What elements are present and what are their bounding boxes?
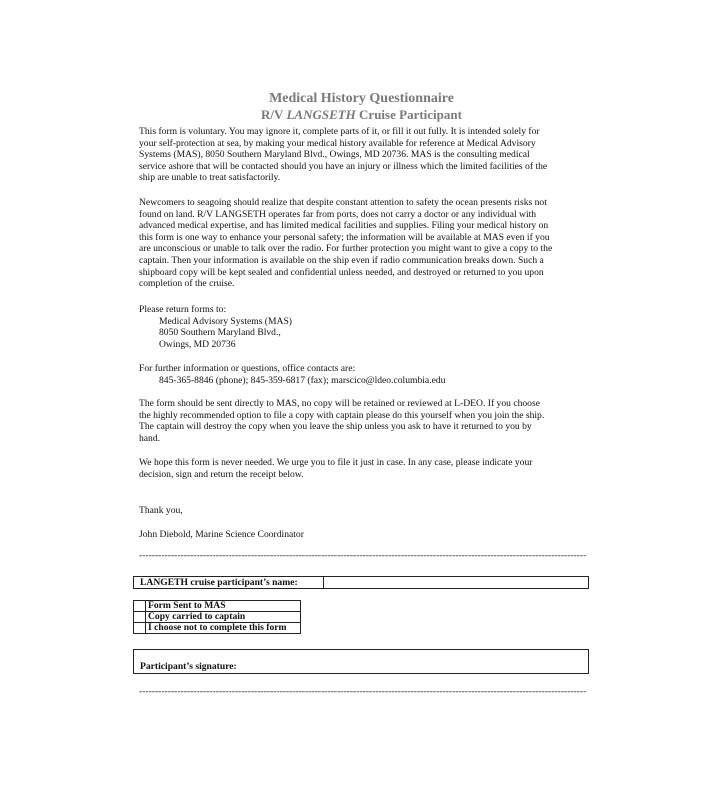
questionnaire-heading: Medical History Questionnaire — [269, 91, 454, 106]
info-label: For further information or questions, office contacts are: — [139, 363, 356, 374]
newcomers-line: this form is one way to enhance your personal safety; the information will be available at MAS even if you — [139, 231, 550, 243]
option-row — [134, 612, 301, 623]
intro-paragraph — [139, 126, 587, 184]
decision-options — [133, 600, 301, 634]
option-checkbox[interactable] — [134, 612, 146, 623]
participant-name-label: LANGETH cruise participant’s name: — [140, 577, 298, 588]
contact-block — [139, 363, 587, 386]
address-line: Medical Advisory Systems (MAS) — [159, 315, 292, 327]
option-label: Copy carried to captain — [146, 612, 301, 623]
intro-line: Systems (MAS), 8050 Southern Maryland Blvd., Owings, MD 20736. MAS is the consulting medical — [139, 149, 530, 161]
signature-box[interactable] — [133, 649, 589, 674]
thanks-text — [139, 505, 587, 517]
intro-line: ship are unable to treat satisfactorily. — [139, 172, 281, 184]
address-line: 8050 Southern Maryland Blvd., — [159, 327, 281, 339]
intro-line: service ashore that will be contacted should you have an injury or illness which the limited facilities of the — [139, 160, 548, 172]
return-label: Please return forms to: — [139, 304, 227, 315]
signature-label: Participant’s signature: — [140, 661, 237, 672]
option-row — [134, 623, 301, 634]
intro-line: your self-protection at sea, by making your medical history available for reference at Medical Advisory — [139, 137, 536, 149]
return-address-block — [139, 304, 587, 350]
thank-you: Thank you, — [139, 505, 183, 516]
option-checkbox[interactable] — [134, 601, 146, 612]
option-label: Form Sent to MAS — [146, 601, 301, 612]
vessel-prefix: R/V — [261, 107, 284, 122]
newcomers-line: are unconscious or unable to talk over the radio. For further protection you might want to give a copy to the — [139, 243, 553, 255]
intro-line: This form is voluntary. You may ignore it, complete parts of it, or fill it out fully. It is intended solely for — [139, 126, 540, 137]
option-label: I choose not to complete this form — [146, 623, 301, 634]
signoff-text — [139, 529, 587, 541]
sent-line: The captain will destroy the copy when you leave the ship unless you ask to have it returned to you by — [139, 421, 532, 433]
cut-line-bottom: -------------------------------------------------------------------------------------------------------------------------------------------- — [139, 687, 587, 697]
sent-line: The form should be sent directly to MAS, no copy will be retained or reviewed at L-DEO. If you choose — [139, 398, 540, 409]
participant-name-field[interactable] — [323, 577, 588, 588]
hope-line: We hope this form is never needed. We urge you to file it just in case. In any case, please indicate your — [139, 457, 533, 468]
vessel-name: LANGSETH — [286, 107, 356, 122]
sent-line: the highly recommended option to file a copy with captain please do this yourself when you join the ship. — [139, 409, 545, 421]
contact-details: 845-365-8846 (phone); 845-359-6817 (fax); marscico@ldeo.columbia.edu — [159, 374, 446, 386]
newcomers-line: captain. Then your information is available on the ship even if radio communication breaks down. Such a — [139, 254, 544, 266]
newcomers-paragraph — [139, 197, 587, 290]
newcomers-line: shipboard copy will be kept sealed and confidential unless needed, and destroyed or returned to you upon — [139, 266, 544, 278]
document-title — [0, 91, 703, 123]
option-row — [134, 601, 301, 612]
hope-line: decision, sign and return the receipt below. — [139, 468, 304, 480]
option-checkbox[interactable] — [134, 623, 146, 634]
sent-directly-paragraph — [139, 398, 587, 444]
newcomers-line: advanced medical expertise, and has limited medical facilities and supplies. Filing your medical history on — [139, 220, 549, 232]
hope-paragraph — [139, 457, 587, 480]
address-line: Owings, MD 20736 — [159, 338, 236, 350]
coordinator-signoff: John Diebold, Marine Science Coordinator — [139, 529, 304, 540]
questionnaire-subtitle — [0, 107, 703, 123]
newcomers-line: Newcomers to seagoing should realize that despite constant attention to safety the ocean presents risks not — [139, 197, 547, 208]
sent-line: hand. — [139, 432, 161, 444]
newcomers-line: completion of the cruise. — [139, 278, 235, 290]
cut-line-top: -------------------------------------------------------------------------------------------------------------------------------------------- — [139, 551, 587, 561]
newcomers-line: found on land. R/V LANGSETH operates far from ports, does not carry a doctor or any individual with — [139, 208, 537, 220]
subtitle-suffix: Cruise Participant — [359, 107, 462, 122]
